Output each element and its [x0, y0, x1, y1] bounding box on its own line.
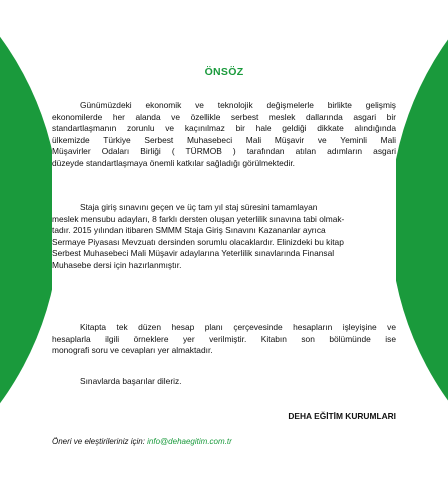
paragraph-line: Serbest Muhasebeci Mali Müşavir adaylarına Yeterlilik sınavlarında Finansal — [52, 248, 335, 259]
paragraph-line: Sınavlarda başarılar dileriz. — [80, 376, 182, 386]
contact-label: Öneri ve eleştirileriniz için: — [52, 437, 145, 446]
contact-line — [52, 437, 232, 446]
paragraph-line: Kitapta tek düzen hesap planı çerçevesinde hesapların işleyişine ve — [80, 322, 396, 332]
paragraph-line: meslek mensubu adayları, 8 farklı dersten oluşan yeterlilik sınavına tabi olmak- — [52, 213, 345, 224]
paragraph-line: Müşavirler Odaları Birliği ( TÜRMOB ) tarafından atılan adımların asgari — [52, 146, 396, 157]
paragraph-line: Sermaye Piyasası Mevzuatı dersinden sorumlu olacaklardır. Elinizdeki bu kitap — [52, 236, 344, 247]
signature: DEHA EĞİTİM KURUMLARI — [288, 411, 396, 421]
left-green-arc — [0, 0, 60, 480]
paragraph-line: ülkemizde Türkiye Serbest Muhasebeci Mali Müşavir ve Yeminli Mali — [52, 134, 396, 145]
paragraph-wishes — [52, 376, 396, 388]
paragraph-line: ekonomilerde her alanda ve özellikle serbest meslek dallarında asgari bir — [52, 111, 396, 122]
paragraph-line: Staja giriş sınavını geçen ve üç tam yıl staj süresini tamamlayan — [80, 202, 318, 212]
paragraph-line: tadır. 2015 yılından itibaren SMMM Staja Giriş Sınavını Kazananlar ayrıca — [52, 225, 326, 236]
paragraph-line: düzeyde standartlaşmaya önemli katkılar sağladığı görülmektedir. — [52, 157, 296, 168]
paragraph-line: Muhasebe dersi için hazırlanmıştır. — [52, 259, 182, 270]
paragraph-intro — [52, 100, 396, 170]
right-green-arc — [390, 0, 448, 480]
paragraph-line: standartlaşmanın zorunlu ve kaçınılmaz bir hale geldiği dikkate alındığında — [52, 123, 396, 134]
document-body — [52, 0, 396, 480]
paragraph-line: monografi soru ve cevapları yer almaktadır. — [52, 345, 213, 356]
contact-email: info@dehaegitim.com.tr — [147, 437, 232, 446]
paragraph-exam — [52, 202, 396, 272]
paragraph-line: hesaplarla ilgili örneklere yer verilmiştir. Kitabın son bölümünde ise — [52, 333, 396, 344]
paragraph-book — [52, 322, 396, 357]
page-title: ÖNSÖZ — [204, 66, 244, 78]
paragraph-line: Günümüzdeki ekonomik ve teknolojik değişmelerle birlikte gelişmiş — [80, 100, 396, 110]
